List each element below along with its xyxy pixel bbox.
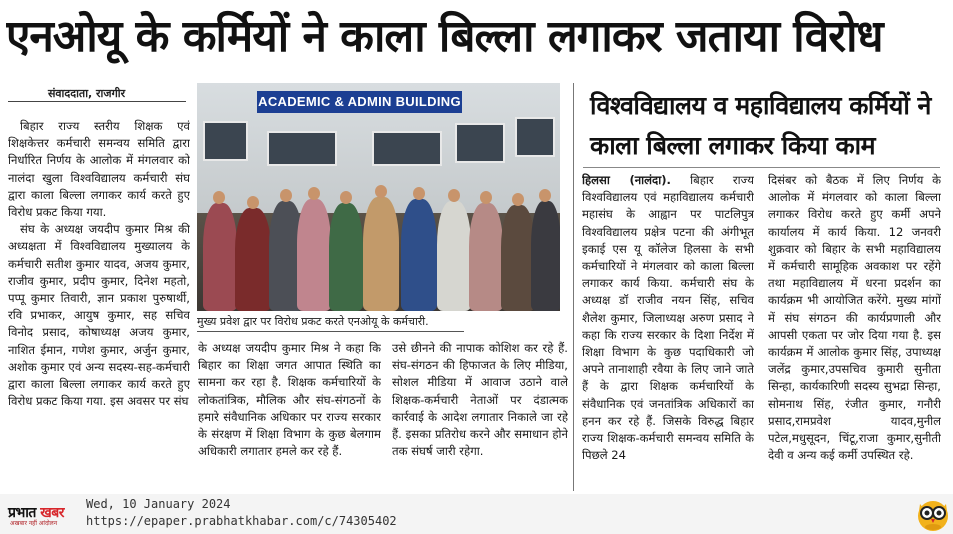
person-head — [448, 189, 460, 202]
person-head — [247, 196, 259, 209]
dateline: हिलसा (नालंदा). — [582, 173, 671, 187]
caption-divider — [197, 331, 464, 332]
window — [203, 121, 248, 161]
person — [437, 201, 471, 311]
right-article-text: दिसंबर को बैठक में लिए निर्णय के आलोक में मंगलवार को काला बिल्ला लगाकर विरोध करते हुए कर्मी अपने कार्यालय में कार्य किया. 12 जनवरी शुक्रवार को बिहार के सभी महाविद्यालय में कर्मचारी सामूहिक अवकाश पर रहेंगे तथा महाविद्यालय में धरना प्रदर्शन का कार्यक्रम भी आयोजित करेंगे. मुख्य मांगों में संघ संगठन की कार्यप्रणाली और आपसी एकता पर जोर दिया गया है. इस कार्यक्रम में आलोक कुमार सिंह, उपाध्यक्ष जलेंद्र कुमार,उपसचिव कुमारी सुनीता सिन्हा, कार्यकारिणी सदस्य सुभद्रा सिन्हा, सोमनाथ सिंह, रंजीत कुमार, गनौरी प्रसाद,रामप्रवेश यादव,मुनील पटेल,मधुसूदन, चिंटू,राजा कुमार,सुनीती देवी व अन्य कई कर्मी उपस्थित रहे. — [768, 173, 941, 463]
person — [329, 203, 363, 311]
logo-tagline: अखबार नहीं आंदोलन — [10, 520, 58, 527]
person-head — [375, 185, 387, 198]
right-article-text — [582, 172, 754, 464]
secondary-headline: विश्वविद्यालय व महाविद्यालय कर्मियों ने काला बिल्ला लगाकर किया काम — [590, 91, 931, 160]
column-divider — [573, 83, 574, 491]
window — [455, 123, 505, 163]
byline: संवाददाता, राजगीर — [48, 87, 126, 100]
building-sign: ACADEMIC & ADMIN BUILDING — [257, 91, 462, 113]
person-head — [413, 187, 425, 200]
mid-article-text: के अध्यक्ष जयदीप कुमार मिश्र ने कहा कि बिहार का शिक्षा जगत आपात स्थिति का सामना कर रहा है. शिक्षक कर्मचारियों के लोकतांत्रिक, मौलिक और संघ-संगठनों के हमारे संवैधानिक अधिकार पर राज्य सरकार के संरक्षण में शिक्षा विभाग के कुछ बेलगाम अधिकारी लगातार हमले कर रहे हैं. — [198, 341, 381, 459]
left-article-column — [8, 118, 190, 496]
window — [515, 117, 555, 157]
right-article-column-2 — [768, 172, 941, 484]
person — [401, 199, 437, 311]
person-head — [340, 191, 352, 204]
logo-accent: खबर — [40, 505, 64, 521]
person — [501, 205, 535, 311]
right-article-column-1 — [582, 172, 754, 484]
window — [372, 131, 442, 166]
owl-icon[interactable] — [916, 496, 950, 532]
edition-date: Wed, 10 January 2024 — [86, 497, 231, 511]
person — [531, 201, 560, 311]
person-head — [539, 189, 551, 202]
headline-divider — [583, 167, 940, 168]
window — [267, 131, 337, 166]
person-head — [512, 193, 524, 206]
person — [235, 208, 271, 311]
mid-article-text: उसे छीनने की नापाक कोशिश कर रहे हैं. संघ-संगठन की हिफाजत के लिए मीडिया, सोशल मीडिया में आवाज उठाने वाले शिक्षक-कर्मचारी नेताओं पर दंडात्मक कार्रवाई के आदेश लगातार निकाले जा रहे हैं. इसका प्रतिरोध करने और समाधान होने तक संघर्ष जारी रहेगा. — [392, 341, 568, 459]
main-headline: एनओयू के कर्मियों ने काला बिल्ला लगाकर जताया विरोध — [6, 11, 883, 62]
mid-article-column-1 — [198, 340, 381, 480]
mid-article-column-2 — [392, 340, 568, 480]
news-photo — [197, 83, 560, 311]
person — [363, 197, 399, 311]
person — [297, 199, 331, 311]
epaper-url[interactable]: https://epaper.prabhatkhabar.com/c/74305402 — [86, 514, 397, 528]
byline-divider — [8, 101, 186, 102]
person-head — [308, 187, 320, 200]
person — [469, 203, 503, 311]
right-article-body: बिहार राज्य विश्वविद्यालय एवं महाविद्यालय कर्मचारी महासंघ के आह्वान पर पाटलिपुत्र विश्वविद्यालय प्रक्षेत्र पटना की अंगीभूत इकाई एस यू कॉलेज हिलसा के सभी कर्मचारियों ने मंगलवार को काला बिल्ला लगाकर कार्य किया. कर्मचारी संघ के अध्यक्ष डॉ राजीव नयन सिंह, सचिव शैलेश कुमार, जिलाध्यक्ष अरुण प्रसाद ने कहा कि राज्य सरकार के दिशा निर्देश में शिक्षा विभाग के कुछ पदाधिकारी जो अपने तानाशाही रवैया के लिए जाने जाते हैं के द्वारा शिक्षक कर्मचारियों के संवैधानिक एवं जनतांत्रिक अधिकारों का हनन कर रहे हैं. जिसके विरुद्ध बिहार राज्य शिक्षक-कर्मचारी समन्वय समिति के पिछले 24 — [582, 173, 754, 463]
left-article-paragraph: संघ के अध्यक्ष जयदीप कुमार मिश्र की अध्यक्षता में विश्वविद्यालय मुख्यालय के कर्मचारी सतीश कुमार यादव, अजय कुमार, राजीव कुमार, प्रदीप कुमार, दिनेश महतो, पप्पू कुमार तिवारी, ज्ञान प्रकाश पुरुषार्थी, रवि प्रभाकर, आयुष कुमार, सह सचिव विनोद प्रसाद, कोषाध्यक्ष अजय कुमार, नाशित ईमान, गणेश कुमार, अर्जुन कुमार, अशोक कुमार एवं अन्य सदस्य-सह-कर्मचारी द्वारा काला बिल्ला लगाकर कार्य करते हुए विरोध प्रकट किया गया. इस अवसर पर संघ — [8, 222, 190, 409]
person-head — [480, 191, 492, 204]
photo-caption: मुख्य प्रवेश द्वार पर विरोध प्रकट करते एनओयू के कर्मचारी. — [197, 315, 429, 328]
person — [203, 203, 237, 311]
logo-main: प्रभात — [8, 505, 36, 521]
person-head — [213, 191, 225, 204]
person-head — [280, 189, 292, 202]
left-article-paragraph: बिहार राज्य स्तरीय शिक्षक एवं शिक्षकेत्तर कर्मचारी समन्वय समिति द्वारा निर्धारित निर्णय के आलोक में मंगलवार को नालंदा खुला विश्वविद्यालय कर्मचारी संघ द्वारा काला बिल्ला लगाकर कार्य करते हुए विरोध प्रकट किया गया. — [8, 119, 190, 220]
